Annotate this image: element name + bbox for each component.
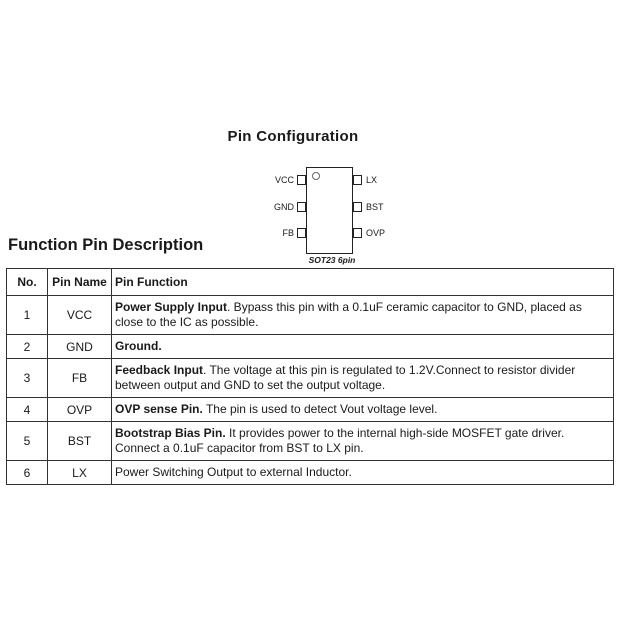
pin-number: 4 bbox=[7, 398, 48, 422]
pin-function bbox=[112, 296, 614, 335]
table-row bbox=[7, 398, 614, 422]
table-row bbox=[7, 335, 614, 359]
pin-function-text: The pin is used to detect Vout voltage level. bbox=[202, 402, 438, 416]
pin-function bbox=[112, 422, 614, 461]
pin-number: 5 bbox=[7, 422, 48, 461]
pin-name: OVP bbox=[48, 398, 112, 422]
pin-lead-fb bbox=[297, 228, 306, 238]
pin-function-text: It provides power to the internal high-side MOSFET gate driver. Connect a 0.1uF capacitor from BST to LX pin. bbox=[115, 426, 565, 455]
table-row bbox=[7, 359, 614, 398]
pin-label-fb: FB bbox=[282, 228, 294, 238]
pin-name: FB bbox=[48, 359, 112, 398]
pin-description-table bbox=[6, 268, 614, 485]
pin-lead-bst bbox=[353, 202, 362, 212]
pin-lead-gnd bbox=[297, 202, 306, 212]
pin-function-bold: Ground. bbox=[115, 339, 162, 353]
pin-function-bold: Power Supply Input bbox=[115, 300, 228, 314]
pin-label-vcc: VCC bbox=[274, 175, 294, 185]
table-header-row bbox=[7, 269, 614, 296]
pin-lead-vcc bbox=[297, 175, 306, 185]
package-label: SOT23 6pin bbox=[308, 255, 356, 265]
pin-function bbox=[112, 461, 614, 485]
pin-number: 2 bbox=[7, 335, 48, 359]
pin-name: LX bbox=[48, 461, 112, 485]
table-row bbox=[7, 422, 614, 461]
chip-package-diagram bbox=[258, 164, 408, 268]
pin-name: BST bbox=[48, 422, 112, 461]
header-no: No. bbox=[7, 269, 48, 296]
pin-function-bold: OVP sense Pin. bbox=[115, 402, 203, 416]
chip-body bbox=[306, 167, 353, 254]
header-pin-function: Pin Function bbox=[112, 269, 614, 296]
pin-function-bold: Feedback Input bbox=[115, 363, 204, 377]
pin-function-text: . Bypass this pin with a 0.1uF ceramic capacitor to GND, placed as close to the IC as possible. bbox=[115, 300, 582, 329]
pin-label-ovp: OVP bbox=[366, 228, 386, 238]
table-row bbox=[7, 296, 614, 335]
pin-function-text: Power Switching Output to external Inductor. bbox=[115, 465, 352, 479]
pin-label-lx: LX bbox=[366, 175, 378, 185]
pin-function bbox=[112, 335, 614, 359]
pin-label-bst: BST bbox=[366, 202, 384, 212]
pin-lead-ovp bbox=[353, 228, 362, 238]
pin-function bbox=[112, 359, 614, 398]
header-pin-name: Pin Name bbox=[48, 269, 112, 296]
pin-label-gnd: GND bbox=[274, 202, 294, 212]
pin-function bbox=[112, 398, 614, 422]
function-description-title: Function Pin Description bbox=[8, 236, 204, 254]
pin-name: VCC bbox=[48, 296, 112, 335]
pin-number: 3 bbox=[7, 359, 48, 398]
pin-function-bold: Bootstrap Bias Pin. bbox=[115, 426, 226, 440]
pin1-marker-icon bbox=[312, 172, 320, 180]
pin-name: GND bbox=[48, 335, 112, 359]
pin-number: 6 bbox=[7, 461, 48, 485]
pin-function-text: . The voltage at this pin is regulated to 1.2V.Connect to resistor divider between output and GND to set the output voltage. bbox=[115, 363, 576, 392]
pin-lead-lx bbox=[353, 175, 362, 185]
pin-configuration-title: Pin Configuration bbox=[227, 128, 359, 145]
pin-number: 1 bbox=[7, 296, 48, 335]
table-row bbox=[7, 461, 614, 485]
